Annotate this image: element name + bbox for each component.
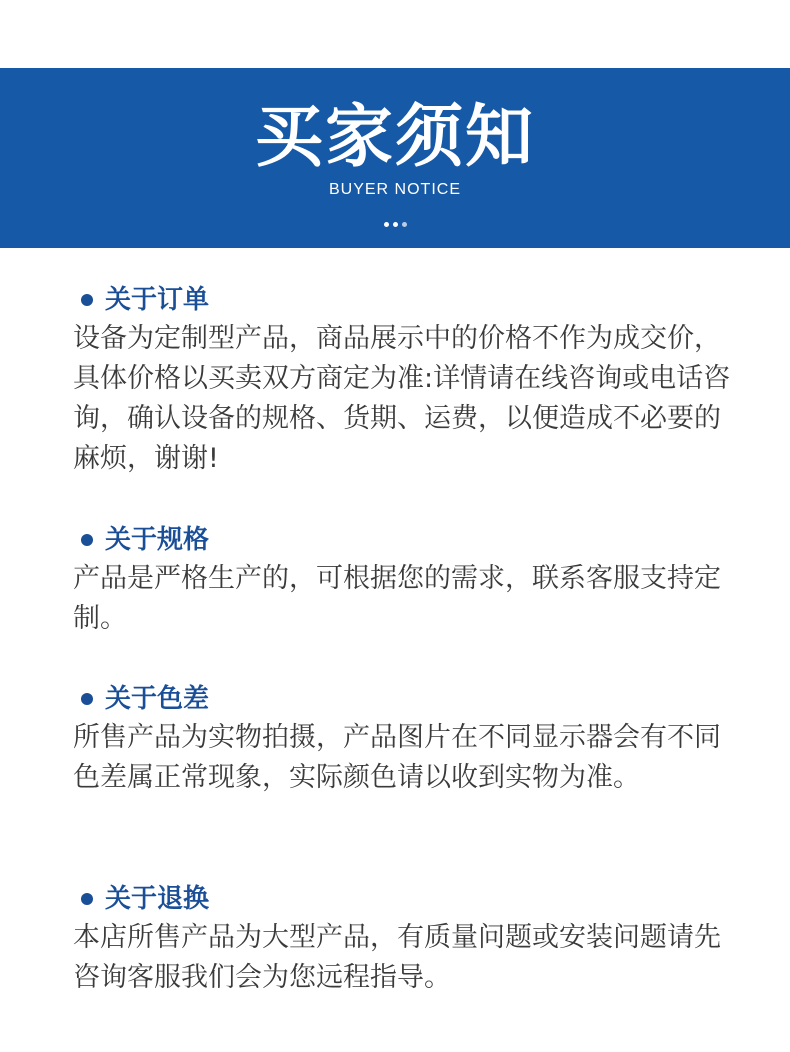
section-body-text: 产品是严格生产的，可根据您的需求，联系客服支持定制。 [73, 563, 721, 634]
section-heading [81, 522, 733, 558]
section-heading [81, 681, 733, 717]
bullet-icon [81, 893, 93, 905]
section-body-text: 设备为定制型产品，商品展示中的价格不作为成交价，具体价格以买卖双方商定为准:详情请在线咨询或电话咨询，确认设备的规格、货期、运费，以便造成不必要的麻烦，谢谢! [73, 323, 731, 474]
page-subtitle: BUYER NOTICE [328, 181, 461, 198]
notice-section-spec [73, 522, 733, 639]
section-heading [81, 881, 733, 917]
notice-section-return [73, 881, 733, 998]
dot-icon [402, 222, 407, 227]
page-title: 买家须知 [254, 98, 535, 177]
notice-section-color [73, 681, 733, 798]
section-heading-text: 关于订单 [105, 285, 210, 315]
dot-icon [384, 222, 389, 227]
section-heading-text: 关于退换 [105, 884, 210, 914]
bullet-icon [81, 534, 93, 546]
bullet-icon [81, 693, 93, 705]
section-heading-text: 关于规格 [105, 525, 210, 555]
section-body-text: 所售产品为实物拍摄，产品图片在不同显示器会有不同色差属正常现象，实际颜色请以收到实物为准。 [73, 722, 721, 793]
notice-section-order [73, 282, 733, 479]
section-heading-text: 关于色差 [105, 684, 210, 714]
bullet-icon [81, 294, 93, 306]
dot-icon [393, 222, 398, 227]
decorative-dots [0, 222, 790, 230]
section-body-text: 本店所售产品为大型产品，有质量问题或安装问题请先咨询客服我们会为您远程指导。 [73, 922, 721, 993]
section-heading [81, 282, 733, 318]
header-banner [0, 68, 790, 248]
